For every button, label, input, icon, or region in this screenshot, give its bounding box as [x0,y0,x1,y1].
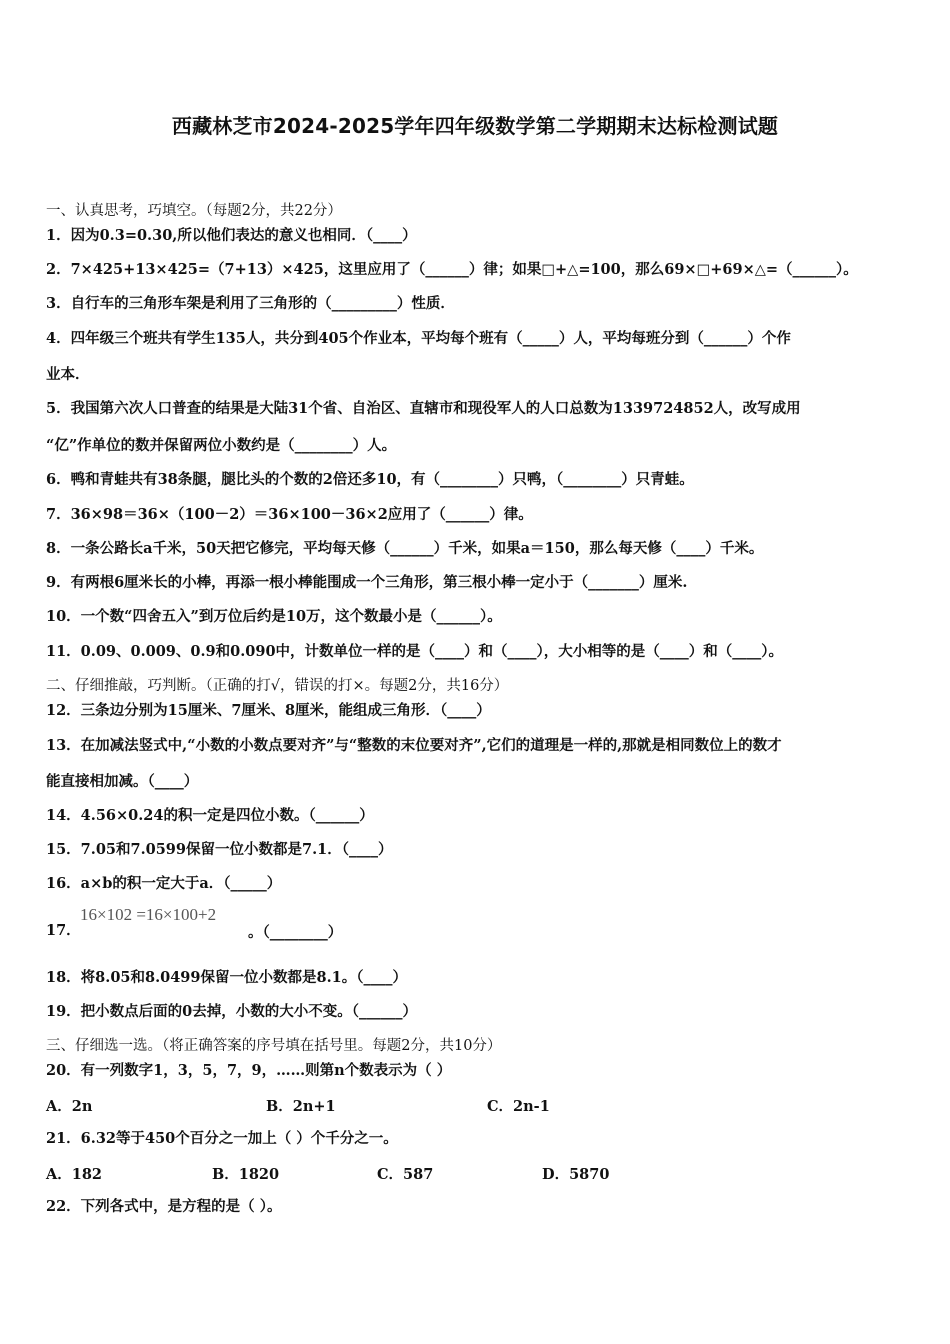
question-4-line-2: 业本． [46,366,90,383]
question-18: 18．将8.05和8.0499保留一位小数都是8.1。（____） [46,969,407,986]
section-heading-1: 一、认真思考，巧填空。（每题2分，共22分） [46,203,342,219]
question-3: 3．自行车的三角形车架是利用了三角形的（_________）性质． [46,295,455,312]
question-21: 21．6.32等于450个百分之一加上（ ）个千分之一。 [46,1130,398,1147]
question-5-line-2: “亿”作单位的数并保留两位小数约是（________）人。 [46,437,397,454]
question-6: 6．鸭和青蛙共有38条腿，腿比头的个数的2倍还多10，有（________）只鸭，（________）只青蛙。 [46,471,694,488]
question-22: 22．下列各式中，是方程的是（ ）。 [46,1198,282,1215]
question-15: 15．7.05和7.0599保留一位小数都是7.1．（____） [46,841,393,858]
question-10: 10．一个数“四舍五入”到万位后约是10万，这个数最小是（______）。 [46,608,502,625]
question-14: 14．4.56×0.24的积一定是四位小数。（______） [46,807,374,824]
question-11: 11．0.09、0.009、0.9和0.090中，计数单位一样的是（____）和（____），大小相等的是（____）和（____）。 [46,643,784,660]
question-20-option-a: A．2n [46,1098,93,1115]
question-20-option-c: C．2n-1 [487,1098,550,1115]
page-title: 西藏林芝市2024-2025学年四年级数学第二学期期末达标检测试题 [171,114,779,138]
question-20: 20．有一列数字1，3，5，7，9，……则第n个数表示为（ ） [46,1062,452,1079]
section-heading-2: 二、仔细推敲，巧判断。（正确的打√，错误的打×。每题2分，共16分） [46,678,509,694]
question-17-blank: 。（________） [248,924,343,941]
question-2: 2．7×425+13×425=（7+13）×425，这里应用了（______）律；如果□+△=100，那么69×□+69×△=（______）。 [46,261,858,278]
question-21-option-b: B．1820 [212,1166,280,1183]
question-1: 1．因为0.3=0.30,所以他们表达的意义也相同．（____） [46,227,417,244]
question-5-line-1: 5．我国第六次人口普查的结果是大陆31个省、自治区、直辖市和现役军人的人口总数为1339724852人，改写成用 [46,400,801,417]
question-16: 16．a×b的积一定大于a．（_____） [46,875,282,892]
question-21-option-c: C．587 [377,1166,434,1183]
section-heading-3: 三、仔细选一选。（将正确答案的序号填在括号里。每题2分，共10分） [46,1038,502,1054]
question-21-option-d: D．5870 [542,1166,610,1183]
question-17-number: 17． [46,922,81,939]
question-8: 8．一条公路长a千米，50天把它修完，平均每天修（______）千米，如果a＝150，那么每天修（____）千米。 [46,540,764,557]
question-21-option-a: A．182 [46,1166,103,1183]
question-13-line-1: 13．在加减法竖式中,“小数的小数点要对齐”与“整数的末位要对齐”,它们的道理是一样的,那就是相同数位上的数才 [46,737,782,754]
question-17-formula: 16×102 =16×100+2 [80,905,217,924]
question-9: 9．有两根6厘米长的小棒，再添一根小棒能围成一个三角形，第三根小棒一定小于（_______）厘米. [46,574,688,591]
question-20-option-b: B．2n+1 [266,1098,336,1115]
question-4-line-1: 4．四年级三个班共有学生135人，共分到405个作业本，平均每个班有（_____）人，平均每班分到（______）个作 [46,330,791,347]
question-19: 19．把小数点后面的0去掉，小数的大小不变。（______） [46,1003,418,1020]
question-7: 7．36×98＝36×（100－2）＝36×100－36×2应用了（______）律。 [46,506,533,523]
question-12: 12．三条边分别为15厘米、7厘米、8厘米，能组成三角形．（____） [46,702,491,719]
question-13-line-2: 能直接相加减。（____） [46,773,199,790]
